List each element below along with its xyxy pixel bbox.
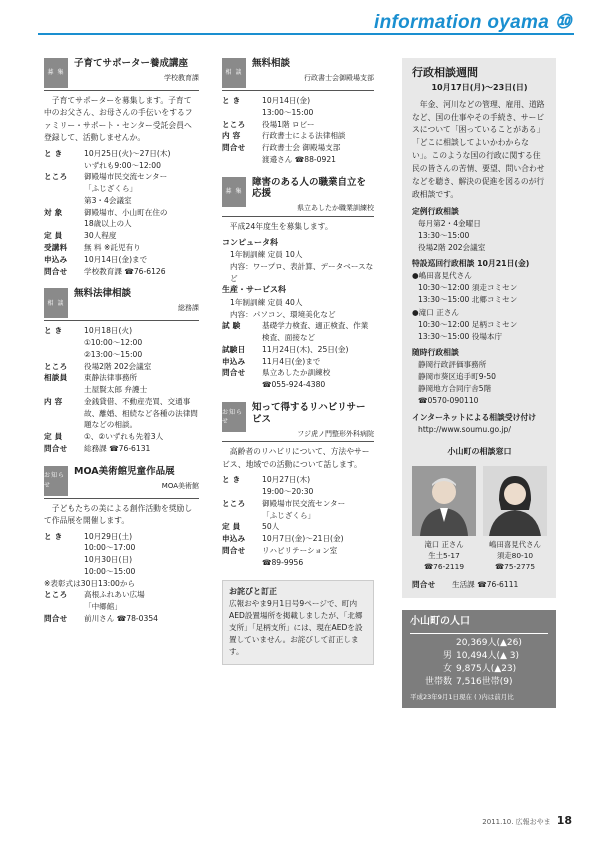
population-row: [410, 676, 548, 689]
detail-key: と き: [44, 531, 63, 541]
correction-notice: [222, 580, 374, 665]
population-value: 20,369人(▲26): [456, 637, 522, 648]
population-key: 女: [442, 663, 452, 674]
detail-row: [222, 474, 374, 498]
detail-key: 問合せ: [44, 614, 68, 624]
detail-key: 申込み: [44, 254, 68, 264]
column-2: [222, 58, 374, 665]
detail-row: [44, 242, 199, 254]
detail-row: [44, 266, 199, 278]
detail-value: 11月4日(金)まで: [262, 356, 321, 366]
detail-key: 定 員: [222, 522, 241, 532]
section-dept: 県立あしたか職業訓練校: [297, 204, 374, 213]
population-key: [410, 637, 456, 650]
column-1: [44, 58, 199, 636]
detail-row: [222, 320, 374, 344]
admin-consult-title: 行政相談週間: [412, 66, 478, 79]
section-title: MOA美術館児童作品展: [74, 465, 175, 477]
section-header: [44, 466, 199, 499]
population-row: [410, 637, 548, 650]
detail-value: 前川さん ☎78-0354: [84, 614, 158, 624]
detail-row: [44, 589, 199, 613]
detail-key: 試 験: [222, 321, 241, 331]
detail-rows: [44, 148, 199, 277]
course-title: コンピュータ科: [222, 237, 278, 247]
regular-consult-detail: 毎月第2・4金曜日 13:30～15:00 役場2階 202会議室: [418, 218, 486, 252]
detail-value: 学校教育課 ☎76-6126: [84, 266, 166, 276]
detail-row: [222, 356, 374, 368]
detail-row: [44, 325, 199, 360]
detail-rows: [44, 589, 199, 624]
detail-value: 10月14日(金)まで: [84, 254, 148, 264]
detail-value: 50人: [262, 522, 280, 532]
correction-body: 広報おやま9月1日号9ページで、町内AED設置場所を掲載しましたが、「北郷支所」「足柄支所」には、現在AEDを設置していません。お詫びして訂正します。: [229, 598, 363, 657]
section-header: [44, 288, 199, 321]
consultant-schedule: 10:30～12:00 足柄コミセン 13:30～15:00 役場本庁: [418, 319, 518, 341]
course-detail: 1年制訓練 定員 40人: [230, 297, 303, 307]
section-rehab: [222, 402, 374, 569]
detail-value: 11月24日(木)、25日(金): [262, 344, 349, 354]
detail-value: 役場2階 202会議室: [84, 361, 152, 371]
section-dept: フジ虎ノ門整形外科病院: [297, 429, 374, 438]
detail-row: [44, 230, 199, 242]
detail-value: 行政書士による法律相談: [262, 131, 346, 141]
population-rows: [410, 637, 548, 689]
detail-value: 高根ふれあい広場 「中郷館」: [84, 590, 145, 612]
consultant-name: ●嶋田喜見代さん: [412, 271, 472, 281]
detail-row: [222, 545, 374, 569]
admin-consult-text: 年金、河川などの管理、雇用、道路など、国の仕事やその手続き、サービスについて「困っていることがある」「どこに相談してよいかわからない」。このような国の行政に関する住民の皆さんの苦情、要望、問い合わせなどを聴き、解決の促進を図るのが行政相談です。: [412, 99, 545, 199]
detail-key: 申込み: [222, 356, 246, 366]
detail-key: ところ: [222, 119, 246, 129]
consultant-schedule: 10:30～12:00 須走コミセン 13:30～15:00 北郷コミセン: [418, 283, 518, 305]
detail-value: 無 料 ※託児有り: [84, 243, 141, 252]
detail-value: 10月25日(火)～27日(木) いずれも9:00～12:00: [84, 148, 171, 170]
population-value: 10,494人(▲ 3): [456, 650, 520, 661]
detail-value: 御殿場市民交流センター 「ふじざくら」 第3・4会議室: [84, 172, 168, 205]
detail-row: [44, 207, 199, 231]
section-free-consult: [222, 58, 374, 166]
detail-key: 問合せ: [222, 545, 246, 555]
detail-value: 30人程度: [84, 231, 117, 241]
detail-key: 内 容: [44, 396, 63, 406]
detail-rows: [44, 531, 199, 578]
detail-key: ところ: [222, 498, 246, 508]
detail-value: 御殿場市民交流センター 「ふじざくら」: [262, 498, 346, 520]
section-lead: 高齢者のリハビリについて、方法やサービス、地域での活動について話します。: [222, 447, 370, 469]
consultant-name: ●滝口 正さん: [412, 307, 460, 317]
person-photo: [483, 466, 547, 536]
section-title: 無料相談: [252, 58, 291, 69]
detail-row: [44, 443, 199, 455]
detail-row: [222, 344, 374, 356]
category-tag: お知らせ: [222, 402, 246, 432]
section-dept: MOA美術館: [161, 481, 199, 490]
admin-consult-box: [402, 58, 556, 598]
population-note: 平成23年9月1日現在 ( )内は前月比: [410, 693, 514, 702]
detail-row: [222, 521, 374, 533]
section-dept: 総務課: [178, 304, 199, 313]
header: [0, 0, 596, 40]
category-tag: 募 集: [44, 58, 68, 88]
section-legal: [44, 288, 199, 454]
section-dept: 行政書士会御殿場支部: [304, 73, 374, 82]
detail-value: 金銭貸借、不動産売買、交通事故、離婚、相続など各種の法律問題などの相談。: [84, 396, 198, 430]
detail-row: [222, 498, 374, 522]
detail-key: 問合せ: [44, 266, 68, 276]
page-number: 18: [556, 813, 572, 827]
consult-contact: [412, 579, 547, 591]
detail-row: [222, 533, 374, 545]
column-3: [402, 58, 556, 708]
detail-row: [44, 396, 199, 431]
detail-key: 申込み: [222, 534, 246, 544]
detail-row: [44, 171, 199, 206]
detail-key: 内 容: [222, 131, 241, 141]
consult-window-title: 小山町の相談窓口: [447, 446, 512, 456]
correction-title: お詫びと訂正: [229, 586, 277, 596]
population-box: [402, 610, 556, 708]
consultant-card: [412, 466, 476, 572]
detail-key: ところ: [44, 590, 68, 600]
detail-value: 10月14日(金) 13:00～15:00: [262, 96, 314, 117]
detail-row: [44, 361, 199, 373]
detail-key: 問合せ: [222, 368, 246, 378]
detail-key: と き: [44, 326, 63, 336]
detail-value: 10月27日(木) 19:00～20:30: [262, 475, 314, 497]
anytime-consult-heading: 随時行政相談: [412, 347, 459, 357]
detail-value: リハビリテーション室 ☎89-9956: [262, 545, 338, 567]
regular-consult-heading: 定例行政相談: [412, 206, 459, 216]
section-title: 無料法律相談: [74, 288, 132, 300]
course-title: 生産・サービス科: [222, 285, 286, 295]
detail-key: 試験日: [222, 344, 246, 354]
detail-row: [44, 613, 199, 625]
detail-rows: [222, 95, 374, 166]
course-detail: 内容：パソコン、環境美化など: [230, 309, 336, 319]
population-row: [410, 663, 548, 676]
detail-value: ①、②いずれも先着3人: [84, 432, 164, 442]
section-lead: 平成24年度生を募集します。: [229, 222, 333, 232]
contact-value: 生活課 ☎76-6111: [452, 579, 519, 589]
detail-row: [222, 130, 374, 142]
detail-key: と き: [222, 96, 241, 105]
detail-row: [44, 254, 199, 266]
population-row: [410, 650, 548, 663]
detail-key: 問合せ: [44, 443, 68, 453]
detail-value: 基礎学力検査、適正検査、作業検査、面接など: [262, 321, 369, 343]
detail-key: 対 象: [44, 207, 63, 217]
course-detail: 1年制訓練 定員 10人: [230, 250, 303, 260]
detail-key: 受講料: [44, 243, 68, 252]
footer-text: 2011.10. 広報おやま: [482, 817, 551, 826]
section-title: 知って得するリハビリサービス: [252, 401, 366, 425]
detail-row: [44, 148, 199, 172]
detail-rows: [222, 474, 374, 568]
detail-key: ところ: [44, 172, 68, 182]
section-header: [44, 58, 199, 91]
detail-value: 10月7日(金)～21日(金): [262, 534, 344, 544]
section-moa: [44, 466, 199, 625]
consultant-card: [483, 466, 547, 572]
detail-key: 定 員: [44, 432, 63, 442]
section-kosodate: [44, 58, 199, 277]
detail-key: と き: [222, 475, 241, 485]
detail-value: 役場1階 ロビー: [262, 119, 315, 129]
category-tag: 相 談: [222, 58, 246, 88]
population-title: 小山町の人口: [410, 614, 548, 634]
section-dept: 学校教育課: [164, 73, 199, 82]
detail-row: [44, 431, 199, 443]
consultant-caption: 滝口 正さん 生土5-17 ☎76-2119: [423, 540, 465, 572]
section-title: 障害のある人の職業自立を応援: [252, 176, 367, 200]
detail-value: 10月29日(土) 10:00～17:00 10月30日(日) 10:00～15:00: [84, 531, 136, 576]
course-detail: 内容：ワープロ、表計算、データベースなど: [230, 261, 374, 283]
section-vocational: [222, 177, 374, 391]
internet-consult-link[interactable]: http://www.soumu.go.jp/: [418, 424, 511, 434]
detail-row: [44, 531, 199, 578]
person-photo: [412, 466, 476, 536]
section-header: [222, 402, 374, 443]
population-value: 7,516世帯(9): [456, 676, 513, 687]
contact-key: 問合せ: [412, 579, 436, 589]
anytime-consult-detail: 静岡行政評価事務所 静岡市葵区追手町9-50 静岡地方合同庁舎5階 ☎0570-090110: [418, 360, 496, 406]
consultant-photos: [412, 466, 547, 572]
detail-row: [222, 119, 374, 131]
header-title: information oyama ⑩: [374, 12, 572, 33]
detail-value: 総務課 ☎76-6131: [84, 443, 151, 453]
internet-consult-heading: インターネットによる相談受け付け: [412, 412, 537, 422]
section-header: [222, 58, 374, 91]
detail-value: 県立あしたか訓練校 ☎055-924-4380: [262, 368, 331, 390]
detail-key: 相談員: [44, 373, 68, 383]
population-key: 男: [442, 650, 452, 661]
detail-rows: [44, 325, 199, 454]
detail-value: 行政書士会 御殿場支部 渡邉さん ☎88-0921: [262, 143, 341, 164]
detail-rows: [222, 320, 374, 391]
category-tag: お知らせ: [44, 466, 68, 496]
detail-row: [44, 372, 199, 396]
detail-key: 問合せ: [222, 143, 246, 153]
population-value: 9,875人(▲23): [456, 663, 517, 674]
detail-key: 定 員: [44, 231, 63, 241]
detail-value: 御殿場市、小山町在住の 18歳以上の人: [84, 207, 168, 229]
detail-value: 東静法律事務所 土屋賢太郎 弁護士: [84, 373, 148, 395]
category-tag: 募 集: [222, 177, 246, 207]
consultant-caption: 嶋田喜見代さん 須走80-10 ☎75-2775: [489, 540, 541, 572]
special-consult-heading: 特設巡回行政相談 10月21日(金): [412, 259, 530, 269]
section-header: [222, 177, 374, 218]
page-footer: [482, 812, 572, 829]
population-key: 世帯数: [424, 676, 452, 687]
section-lead: 子育てサポーターを募集します。子育て中のお父さん、お母さんの手伝いをするファミリー・サポート・センター受託会員へ登録して、活動しませんか。: [44, 96, 193, 143]
admin-consult-dates: 10月17日(月)～23日(日): [431, 83, 528, 93]
header-rule: [38, 33, 574, 35]
detail-value: 10月18日(火) ①10:00～12:00 ②13:00～15:00: [84, 326, 143, 359]
detail-row: [222, 95, 374, 119]
section-lead: 子どもたちの美による創作活動を奨励して作品展を開催します。: [44, 503, 193, 526]
detail-key: ところ: [44, 361, 68, 371]
detail-row: [222, 367, 374, 391]
section-note: ※表彰式は30日13:00から: [44, 578, 136, 588]
section-title: 子育てサポーター養成講座: [74, 58, 189, 69]
detail-row: [222, 142, 374, 166]
detail-key: と き: [44, 148, 63, 158]
category-tag: 相 談: [44, 288, 68, 318]
